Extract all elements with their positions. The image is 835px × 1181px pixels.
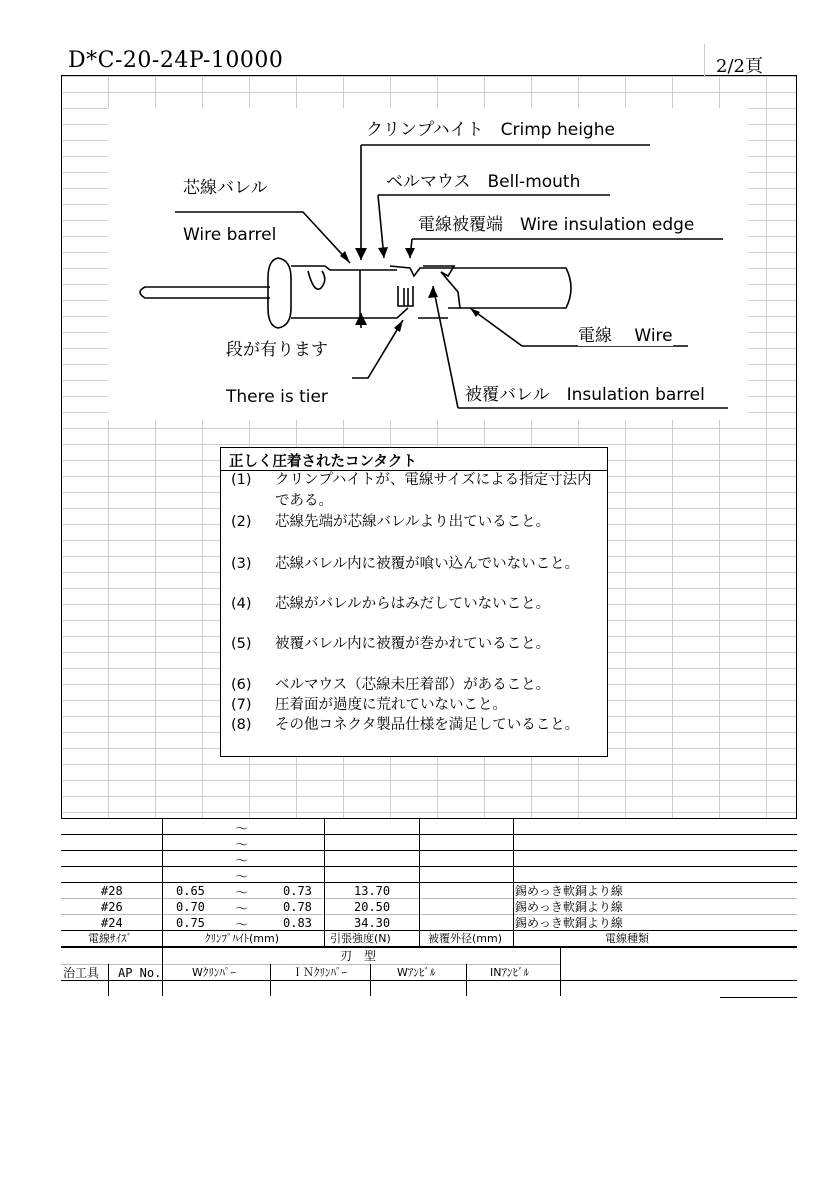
ap-no-label: AP No. [118, 966, 162, 980]
condition-text: 被覆バレル内に被覆が巻かれていること。 [275, 636, 551, 652]
header-wire-size: 電線ｻｲｽﾞ [88, 932, 132, 945]
in-anvil-label: INｱﾝﾋﾞﾙ [490, 966, 529, 979]
page-number: 2/2頁 [716, 56, 763, 77]
condition-number: (1) [231, 472, 252, 488]
range-tilde: ～ [235, 822, 249, 837]
wire-type-cell: 錫めっき軟銅より線 [515, 900, 623, 914]
range-tilde: ～ [235, 854, 249, 869]
range-tilde: ～ [235, 870, 249, 885]
blade-type-label: 刃 型 [340, 949, 377, 963]
tier-en-label: There is tier [226, 387, 328, 407]
crimp-diagram-drawing [108, 108, 748, 420]
tier-jp-label: 段が有ります [226, 340, 328, 360]
crimp-max-cell: 0.83 [283, 916, 312, 930]
crimp-min-cell: 0.70 [176, 900, 205, 914]
range-tilde: ～ [235, 838, 249, 853]
crimp-min-cell: 0.75 [176, 916, 205, 930]
condition-text: 芯線先端が芯線バレルより出ていること。 [275, 514, 551, 530]
condition-number: (6) [231, 677, 252, 693]
w-anvil-label: Wｱﾝﾋﾞﾙ [397, 966, 436, 979]
wire-barrel-en-label: Wire barrel [183, 225, 277, 245]
wire-barrel-jp-label: 芯線バレル [183, 178, 268, 198]
conditions-box [220, 447, 608, 757]
crimp-max-cell: 0.78 [283, 900, 312, 914]
header-crimp-height: ｸﾘﾝﾌﾟﾊｲﾄ(mm) [205, 932, 280, 945]
header-insulation-od: 被覆外径(mm) [428, 932, 503, 945]
wire-size-cell: #28 [101, 884, 123, 898]
wire-type-cell: 錫めっき軟銅より線 [515, 916, 623, 930]
condition-number: (5) [231, 636, 252, 652]
conditions-title: 正しく圧着されたコンタクト [229, 454, 417, 470]
tool-label: 治工具 [63, 966, 100, 980]
tensile-cell: 34.30 [354, 916, 391, 930]
condition-number: (4) [231, 596, 252, 612]
wire-type-cell: 錫めっき軟銅より線 [515, 884, 623, 898]
insulation-edge-label: 電線被覆端 Wire insulation edge [418, 215, 695, 235]
crimp-min-cell: 0.65 [176, 884, 205, 898]
condition-text: その他コネクタ製品仕様を満足していること。 [275, 717, 580, 733]
bell-mouth-label: ベルマウス Bell-mouth [386, 172, 581, 192]
tensile-cell: 20.50 [354, 900, 391, 914]
condition-number: (2) [231, 514, 252, 530]
range-tilde: ～ [235, 918, 249, 933]
condition-number: (7) [231, 697, 252, 713]
condition-number: (3) [231, 556, 252, 572]
condition-number: (8) [231, 717, 252, 733]
header-tensile: 引張強度(N) [330, 932, 391, 945]
document-id: D*C-20-24P-10000 [68, 48, 284, 73]
header-wire-type: 電線種類 [605, 932, 649, 945]
condition-text: 芯線がバレルからはみだしていないこと。 [275, 596, 551, 612]
condition-text: 圧着面が過度に荒れていないこと。 [275, 697, 507, 713]
crimp-height-label: クリンプハイト Crimp heighe [366, 120, 615, 140]
tensile-cell: 13.70 [354, 884, 391, 898]
range-tilde: ～ [235, 902, 249, 917]
wire-size-cell: #24 [101, 916, 123, 930]
wire-label: 電線 Wire [578, 326, 673, 346]
in-crimper-label: ＩＮｸﾘﾝﾊﾟｰ [292, 966, 347, 979]
wire-size-cell: #26 [101, 900, 123, 914]
crimp-max-cell: 0.73 [283, 884, 312, 898]
condition-text: 芯線バレル内に被覆が喰い込んでいないこと。 [275, 556, 580, 572]
condition-text: クリンプハイトが、電線サイズによる指定寸法内である。 [275, 472, 592, 509]
condition-text: ベルマウス（芯線未圧着部）があること。 [275, 677, 551, 693]
w-crimper-label: Wｸﾘﾝﾊﾟｰ [192, 966, 236, 979]
range-tilde: ～ [235, 886, 249, 901]
crimp-diagram [108, 108, 748, 420]
insulation-barrel-label: 被覆バレル Insulation barrel [465, 385, 705, 405]
